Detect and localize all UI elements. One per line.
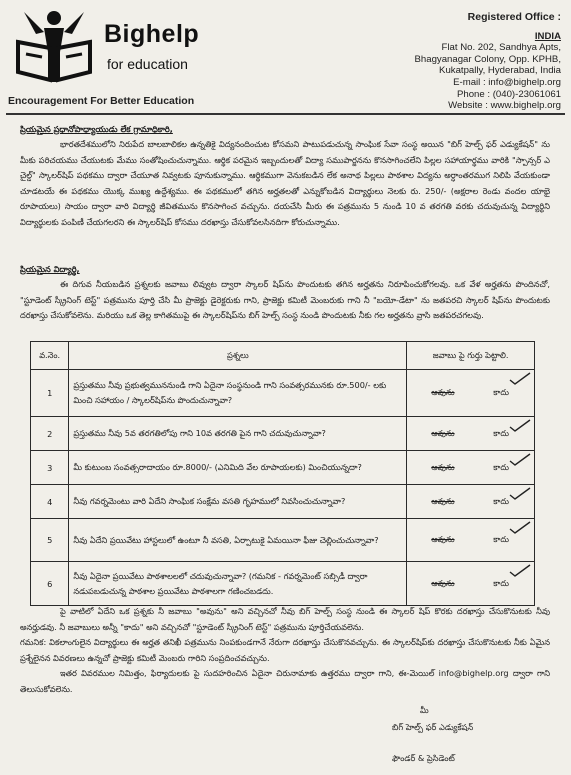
salutation-headmaster [20, 122, 550, 138]
answer-no: కాదు [493, 495, 509, 506]
salutation-text: ప్రియమైన ప్రధానోపాధ్యాయుడు లేక గ్రామాధికారి, [20, 124, 173, 134]
header-answer: జవాబు పై గుర్తు పెట్టాలి. [407, 342, 535, 370]
answer-yes-struck: అవును [431, 577, 455, 588]
registered-office-block [351, 12, 561, 112]
row-number: 2 [31, 417, 69, 451]
row-answer-cell[interactable] [407, 485, 535, 519]
row-answer-cell[interactable] [407, 417, 535, 451]
table-header-row [31, 342, 535, 370]
row-question: నీవు ఏదైనా ప్రయివేటు పాఠశాలలలో చదువుచున్నావా? (గమనిక - గవర్నమెంట్ సబ్సిడీ ద్వారా నడుపబడుచున్న పాఠశాల ప్రయివేటు పాఠశాలగా గణించబడదు. [69, 562, 407, 606]
row-question: ప్రస్తుతము నీవు ప్రభుత్వముననుండి గాని ఏదైనా సంస్థనుండి గాని సంవత్సరమునకు రూ.500/- లకు మించి సహాయం / స్కాలర్‌షిప్‌ను పొందుచున్నావా? [69, 370, 407, 417]
row-question: ప్రస్తుతము నీవు 5వ తరగతిలోపు గాని 10వ తరగతి పైన గాని చదువుచున్నావా? [69, 417, 407, 451]
table-row [31, 519, 535, 562]
brand-name: Bighelp [104, 20, 200, 48]
table-row [31, 417, 535, 451]
answer-yes-struck: అవును [431, 461, 455, 472]
brand-subtitle: for education [107, 56, 188, 72]
header-questions: ప్రశ్నలు [69, 342, 407, 370]
country: INDIA [534, 30, 561, 42]
eligibility-table [30, 341, 535, 606]
salutation-text: ప్రియమైన విద్యార్థి, [20, 264, 80, 274]
header-sno: వ.నెం. [31, 342, 69, 370]
note-paragraph: గమనిక: వికలాంగులైన విద్యార్థులు ఈ అర్హత తనిఖీ పత్రమును నింపకుండగానే నేరుగా దరఖాస్తు చేసుకొనవచ్చును. ఈ స్కాలర్‌షిప్‌కు దరఖాస్తు చేసుకొనుటకు నీకు ఏమైన ప్రశ్నేలైనన వివరణలు ఉన్నచో ప్రాజెక్టు కమిటీ మెంబరు గారిని సంప్రదించవచ్చును. [20, 637, 550, 663]
disqualify-paragraph: పై వాటిలో ఏదేని ఒక ప్రశ్నకు నీ జవాబు "అవును" అని వచ్చినచో నీవు బిగ్ హెల్ప్ సంస్థ నుండి ఈ స్కాలర్ షిప్ కొరకు దరఖాస్తు చేసుకొనుటకు నీవు అనర్హుడవు. నీ జవాబులు అన్నీ "కాదు" అని వచ్చినచో "స్టూడెంట్ స్క్రీనింగ్ టెస్ట్" పత్రమును పూర్తిచేయవలెను. [20, 606, 550, 632]
row-answer-cell[interactable] [407, 451, 535, 485]
row-question: నీవు గవర్నమెంటు వారి ఏదేని సాంఘిక సంక్షేమ వసతి గృహములో నివసించుచున్నావా? [69, 485, 407, 519]
checkmark-icon [509, 419, 531, 433]
table-row [31, 562, 535, 606]
signoff-yours: మీ [420, 705, 429, 715]
table-row [31, 370, 535, 417]
tagline: Encouragement For Better Education [8, 95, 195, 107]
answer-yes-struck: అవును [431, 534, 455, 544]
header-divider [6, 113, 565, 115]
table-row [31, 451, 535, 485]
row-number: 1 [31, 370, 69, 417]
address-line: Bhagyanagar Colony, Opp. KPHB, [414, 53, 561, 65]
row-number: 4 [31, 485, 69, 519]
bighelp-logo [14, 8, 94, 84]
registered-office-label: Registered Office : [467, 11, 561, 23]
row-question: నీవు ఏదేని ప్రయివేటు హాస్టలులో ఉంటూ నీ వసతి, ఏర్పాటుకై ఏమయినా ఫీజు చెల్లించుచున్నావా? [69, 519, 407, 562]
row-answer-cell[interactable] [407, 562, 535, 606]
address-line: Kukatpally, Hyderabad, India [439, 65, 561, 77]
answer-no: కాదు [493, 387, 509, 397]
row-number: 3 [31, 451, 69, 485]
email: E-mail : info@bighelp.org [453, 76, 561, 88]
checkmark-icon [509, 453, 531, 467]
address-line: Flat No. 202, Sandhya Apts, [441, 42, 561, 54]
instruction-paragraph: ఈ దిగువ నీయబడిన ప్రశ్నలకు జవాబు లివ్వుట ద్వారా స్కాలర్ షిప్‌ను పొందుటకు తగిన అర్హతను నిరూపించుకోగలవు. ఒక వేళ అర్హతను పొందినచో, "స్టూడెంట్ స్క్రీనింగ్ టెస్ట్" పత్రమును పూర్తి చేసి మీ ప్రాజెక్టు డైరెక్టరుకు గాని, ప్రాజెక్టు కమిటీ మెంబరుకు గాని నీ "బయో-డేటా" ను జతపరచి స్కాలర్ షిప్‌ను పొందుటకు దరఖాస్తు చేసుకోవలెను. మరియు ఒక తెల్ల కాగితముపై ఈ స్కాలర్‌షిప్‌ను బిగ్ హెల్ప్ సంస్థ నుండి పొందుటకు నీకు గల అర్హతను వ్రాసి జతపరచగలవు. [20, 279, 550, 321]
answer-no: కాదు [493, 461, 509, 472]
answer-no: కాదు [493, 427, 509, 438]
website: Website : www.bighelp.org [448, 100, 561, 112]
answer-yes-struck: అవును [431, 387, 455, 397]
row-number: 5 [31, 519, 69, 562]
checkmark-icon [509, 372, 531, 386]
phone: Phone : (040)-23061061 [456, 88, 561, 100]
row-answer-cell[interactable] [407, 519, 535, 562]
contact-paragraph: ఇతర వివరముల నిమిత్తం, ఫిర్యాదులకు పై సుదహరించిన ఏదైనా చిరునామాకు ఉత్తరము ద్వారా గాని, ఈ-మెయిల్ info@bighelp.org ద్వారా గాని తెలుసుకోవలెను. [20, 668, 550, 694]
intro-paragraph: భారతదేశములోని నిరుపేద బాలబాలికల ఉన్నతికై విద్యనందించుట కోసమని పాటుపడుచున్న సాంఘిక సేవా సంస్థ అయిన "బిగ్ హెల్ప్ ఫర్ ఎడ్యుకేషన్" ను మీకు పరిచయము చేయుటకు మేము సంతోషించుచున్నాము. ఆర్థిక పరమైన ఇబ్బందులతో విద్యా సముపార్జనను కొనసాగించలేని పిల్లల సహాయార్థము వారికి "స్పాన్సర్ ఎ చైల్డ్" స్కాలర్‌షిప్ పథకము ద్వారా చేయూత నివ్వటకు పూనుకున్నాము. ఆర్థికముగా వెనుకబడిన లేక అనాథ పిల్లలు పాఠశాల విద్యను అర్ధాంతరముగ నిలిపి వేయకుండా చూడటయే ఈ పథకము యొక్క ముఖ్య ఉద్దేశ్యము. ఈ పథకములో తగిన అర్హతలతో ఎన్నుకోబడిన విద్యార్థులు నెలకు రు. 250/- (అక్షరాల రెండు వందల యాభై రూపాయలు) సాయం ద్వారా వారి విద్యార్థి జీవితమును కొనసాగించ వచ్చును. దయచేసి మీరు ఈ పత్రమును 5 నుండి 10 వ తరగతి వరకు చదువుచున్న విద్యార్థిని విద్యార్థులకు పంపిణీ చేయగలరని ఈ స్కాలర్‌షిప్ కోసము దరఖాస్తు చేసుకోవలసినదిగా కోరుచున్నాము. [20, 139, 550, 227]
answer-yes-struck: అవును [431, 427, 455, 438]
answer-no: కాదు [493, 577, 509, 588]
checkmark-icon [509, 521, 531, 535]
row-question: మీ కుటుంబ సంవత్సరాదాయం రూ.8000/- (ఎనిమిది వేల రూపాయలకు) మించియున్నదా? [69, 451, 407, 485]
signoff-title: ఫౌండర్ & ప్రెసిడెంట్ [392, 753, 455, 763]
row-answer-cell[interactable] [407, 370, 535, 417]
checkmark-icon [509, 487, 531, 501]
table-row [31, 485, 535, 519]
answer-yes-struck: అవును [431, 495, 455, 506]
checkmark-icon [509, 564, 531, 578]
row-number: 6 [31, 562, 69, 606]
signoff-organization: బిగ్ హెల్ప్ ఫర్ ఎడ్యుకేషన్ [392, 722, 474, 732]
answer-no: కాదు [493, 534, 509, 544]
salutation-student [20, 262, 550, 278]
